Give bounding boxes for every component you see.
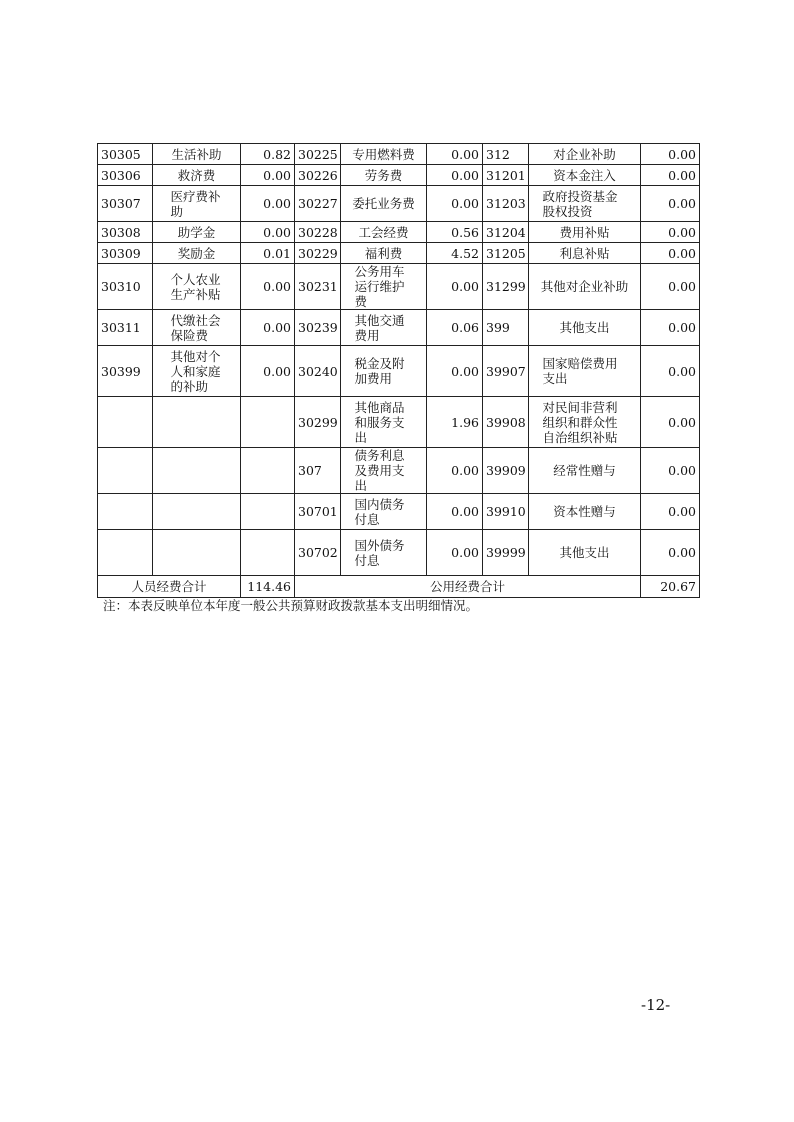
item-code: 30299 <box>295 397 341 448</box>
item-code: 30225 <box>295 144 341 165</box>
table-row <box>98 530 700 576</box>
item-amount: 0.00 <box>427 448 483 494</box>
item-name: 救济费 <box>153 165 241 186</box>
item-code: 399 <box>483 310 529 346</box>
item-amount: 0.00 <box>427 530 483 576</box>
public-total-label: 公用经费合计 <box>295 576 641 598</box>
item-name: 助学金 <box>153 222 241 243</box>
item-name: 其他支出 <box>529 310 641 346</box>
item-amount: 0.56 <box>427 222 483 243</box>
item-amount: 0.00 <box>641 530 700 576</box>
page-number: -12- <box>641 996 671 1014</box>
item-name: 奖励金 <box>153 243 241 264</box>
item-code: 30702 <box>295 530 341 576</box>
item-code: 30306 <box>98 165 153 186</box>
item-amount: 0.00 <box>641 310 700 346</box>
item-amount: 0.00 <box>641 186 700 222</box>
item-code: 30231 <box>295 264 341 310</box>
item-name: 经常性赠与 <box>529 448 641 494</box>
item-name: 资本性赠与 <box>529 494 641 530</box>
item-name: 医疗费补助 <box>153 186 241 222</box>
item-code: 30226 <box>295 165 341 186</box>
item-code: 30399 <box>98 346 153 397</box>
item-code: 39910 <box>483 494 529 530</box>
item-code: 30309 <box>98 243 153 264</box>
item-code: 31204 <box>483 222 529 243</box>
item-amount: 0.06 <box>427 310 483 346</box>
item-amount: 0.00 <box>427 186 483 222</box>
public-total-value: 20.67 <box>641 576 700 598</box>
item-amount: 0.00 <box>241 310 295 346</box>
item-amount: 0.00 <box>641 448 700 494</box>
item-code: 30311 <box>98 310 153 346</box>
item-amount: 0.00 <box>641 243 700 264</box>
item-name: 生活补助 <box>153 144 241 165</box>
item-amount: 0.00 <box>241 165 295 186</box>
item-code: 30308 <box>98 222 153 243</box>
basic-expenditure-table <box>97 143 700 598</box>
item-name: 其他对个人和家庭的补助 <box>153 346 241 397</box>
item-amount: 0.00 <box>641 397 700 448</box>
item-amount <box>241 494 295 530</box>
item-amount: 0.00 <box>641 165 700 186</box>
item-amount: 0.00 <box>427 144 483 165</box>
item-name: 个人农业生产补贴 <box>153 264 241 310</box>
item-name: 对民间非营利组织和群众性自治组织补贴 <box>529 397 641 448</box>
item-name <box>153 530 241 576</box>
item-amount: 0.00 <box>241 186 295 222</box>
item-name: 委托业务费 <box>341 186 427 222</box>
item-name: 资本金注入 <box>529 165 641 186</box>
item-code: 30310 <box>98 264 153 310</box>
item-code: 30228 <box>295 222 341 243</box>
table-row <box>98 346 700 397</box>
table-row <box>98 186 700 222</box>
item-amount: 0.00 <box>641 222 700 243</box>
item-name: 政府投资基金股权投资 <box>529 186 641 222</box>
item-name <box>153 397 241 448</box>
item-name: 福利费 <box>341 243 427 264</box>
item-name: 利息补贴 <box>529 243 641 264</box>
item-amount: 0.00 <box>427 264 483 310</box>
item-amount: 0.00 <box>427 165 483 186</box>
item-code: 30240 <box>295 346 341 397</box>
item-name: 公务用车运行维护费 <box>341 264 427 310</box>
item-amount: 0.00 <box>641 346 700 397</box>
item-amount: 0.01 <box>241 243 295 264</box>
item-code: 307 <box>295 448 341 494</box>
item-name: 专用燃料费 <box>341 144 427 165</box>
item-name: 工会经费 <box>341 222 427 243</box>
item-name: 其他商品和服务支出 <box>341 397 427 448</box>
personnel-total-value: 114.46 <box>241 576 295 598</box>
item-name: 国外债务付息 <box>341 530 427 576</box>
item-name: 对企业补助 <box>529 144 641 165</box>
item-code: 31203 <box>483 186 529 222</box>
table-body <box>98 144 700 576</box>
item-name: 国家赔偿费用支出 <box>529 346 641 397</box>
item-name: 费用补贴 <box>529 222 641 243</box>
item-code: 31299 <box>483 264 529 310</box>
table-row <box>98 222 700 243</box>
item-amount: 0.00 <box>641 264 700 310</box>
item-name: 其他支出 <box>529 530 641 576</box>
table-row <box>98 243 700 264</box>
item-code: 31205 <box>483 243 529 264</box>
item-name <box>153 494 241 530</box>
item-amount: 0.00 <box>427 494 483 530</box>
item-amount: 1.96 <box>427 397 483 448</box>
item-amount: 4.52 <box>427 243 483 264</box>
item-amount <box>241 530 295 576</box>
table-row <box>98 397 700 448</box>
item-amount <box>241 397 295 448</box>
item-name: 税金及附加费用 <box>341 346 427 397</box>
item-code: 312 <box>483 144 529 165</box>
table-row <box>98 448 700 494</box>
table-row <box>98 165 700 186</box>
item-name: 其他对企业补助 <box>529 264 641 310</box>
table-row <box>98 494 700 530</box>
item-name: 债务利息及费用支出 <box>341 448 427 494</box>
item-code: 30307 <box>98 186 153 222</box>
item-code: 30227 <box>295 186 341 222</box>
totals-row <box>98 576 700 598</box>
item-code <box>98 494 153 530</box>
item-name: 其他交通费用 <box>341 310 427 346</box>
item-amount: 0.00 <box>427 346 483 397</box>
item-amount: 0.00 <box>241 346 295 397</box>
item-code: 30229 <box>295 243 341 264</box>
item-name: 国内债务付息 <box>341 494 427 530</box>
item-code: 30701 <box>295 494 341 530</box>
item-amount: 0.00 <box>241 222 295 243</box>
item-code: 30305 <box>98 144 153 165</box>
item-name: 代缴社会保险费 <box>153 310 241 346</box>
item-name <box>153 448 241 494</box>
table-row <box>98 264 700 310</box>
item-amount: 0.00 <box>241 264 295 310</box>
item-name: 劳务费 <box>341 165 427 186</box>
item-code: 39907 <box>483 346 529 397</box>
item-amount: 0.00 <box>641 494 700 530</box>
item-amount: 0.00 <box>641 144 700 165</box>
item-amount <box>241 448 295 494</box>
item-code <box>98 530 153 576</box>
table-row <box>98 144 700 165</box>
table-footnote: 注：本表反映单位本年度一般公共预算财政拨款基本支出明细情况。 <box>103 598 479 613</box>
item-code: 39909 <box>483 448 529 494</box>
table-row <box>98 310 700 346</box>
item-code <box>98 397 153 448</box>
item-amount: 0.82 <box>241 144 295 165</box>
item-code: 30239 <box>295 310 341 346</box>
item-code: 39908 <box>483 397 529 448</box>
item-code: 39999 <box>483 530 529 576</box>
item-code: 31201 <box>483 165 529 186</box>
personnel-total-label: 人员经费合计 <box>98 576 241 598</box>
item-code <box>98 448 153 494</box>
